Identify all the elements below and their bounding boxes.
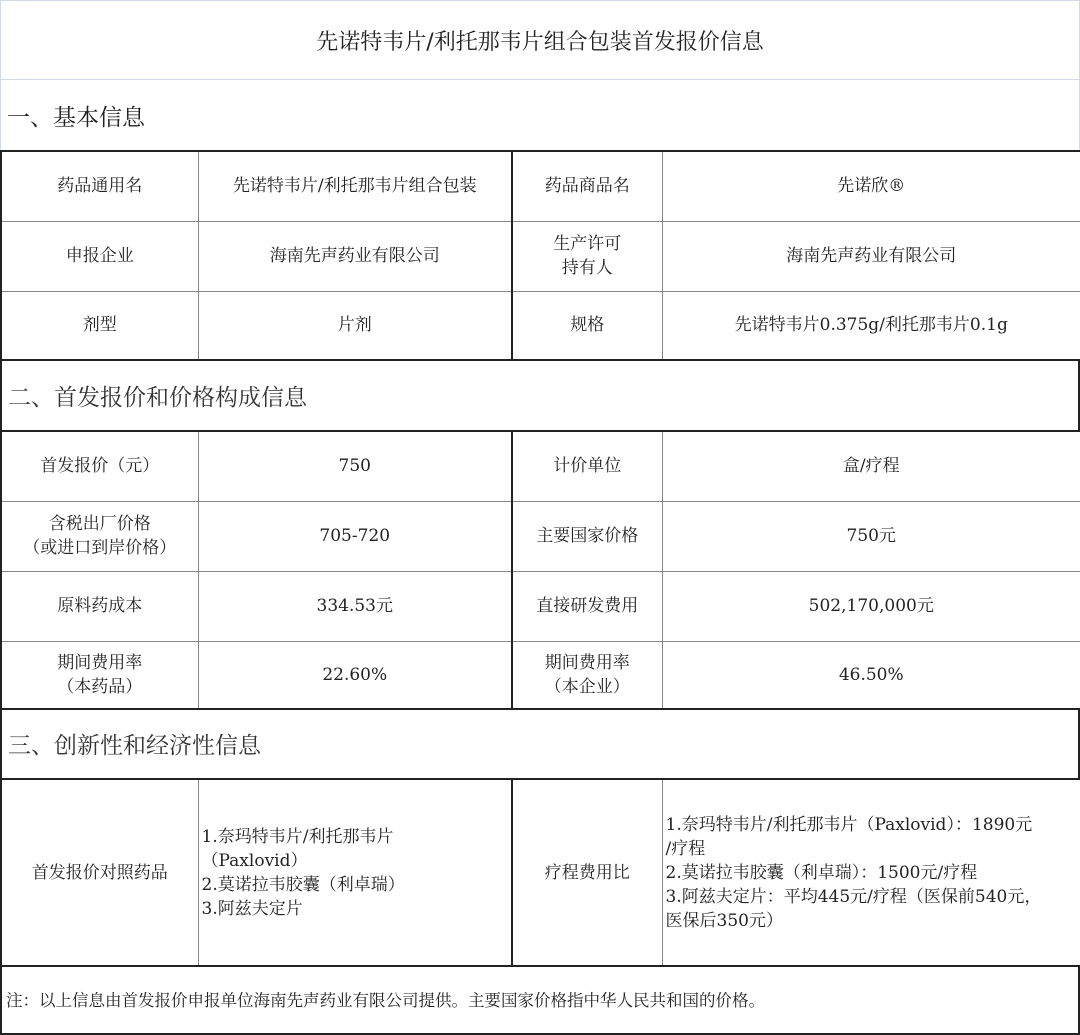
footnote: 注：以上信息由首发报价申报单位海南先声药业有限公司提供。主要国家价格指中华人民共和国的价格。 [0,965,1080,1035]
label-reference-drugs: 首发报价对照药品 [1,779,198,966]
table-row [1,501,1080,571]
section-heading-pricing: 二、首发报价和价格构成信息 [0,360,1080,430]
label-line: （本药品） [57,676,143,697]
label-ex-factory-price [1,501,198,571]
label-line: （或进口到岸价格） [23,538,177,558]
table-row [1,151,1080,221]
label-major-country-price: 主要国家价格 [512,501,662,571]
list-item: 2.莫诺拉韦胶囊（利卓瑞） [201,874,405,895]
table-row [1,641,1080,709]
value-pricing-unit: 盒/疗程 [662,431,1080,501]
table-row [1,221,1080,291]
table-row [1,571,1080,641]
label-license-holder [512,221,662,291]
value-dosage-form: 片剂 [198,291,512,360]
section-heading-basic-info: 一、基本信息 [0,80,1080,151]
value-expense-ratio-drug: 22.60% [198,641,512,709]
section-heading-innovation: 三、创新性和经济性信息 [0,708,1080,778]
label-line: 持有人 [561,258,613,278]
list-item: 1.奈玛特韦片/利托那韦片（Paxlovid）：1890元 [665,814,1033,835]
value-license-holder: 海南先声药业有限公司 [662,221,1080,291]
label-course-cost-ratio: 疗程费用比 [512,779,662,966]
value-specification: 先诺特韦片0.375g/利托那韦片0.1g [662,291,1080,360]
innovation-table [0,778,1080,967]
value-generic-name: 先诺特韦片/利托那韦片组合包装 [198,151,512,221]
label-rd-cost: 直接研发费用 [512,571,662,641]
value-major-country-price: 750元 [662,501,1080,571]
value-rd-cost: 502,170,000元 [662,571,1080,641]
label-applicant: 申报企业 [1,221,198,291]
label-generic-name: 药品通用名 [1,151,198,221]
label-dosage-form: 剂型 [1,291,198,360]
table-row [1,431,1080,501]
basic-info-table [0,150,1080,361]
value-api-cost: 334.53元 [198,571,512,641]
label-expense-ratio-drug [1,641,198,709]
label-line: （本企业） [544,676,630,697]
label-line: 期间费用率 [57,652,143,673]
value-ex-factory-price: 705-720 [198,501,512,571]
list-item: 3.阿兹夫定片 [201,898,303,919]
label-api-cost: 原料药成本 [1,571,198,641]
label-pricing-unit: 计价单位 [512,431,662,501]
label-line: 期间费用率 [544,652,630,673]
list-item: 医保后350元） [665,910,783,931]
table-row [1,291,1080,360]
value-launch-price: 750 [198,431,512,501]
pricing-table [0,430,1080,710]
value-reference-drugs [198,779,512,966]
label-launch-price: 首发报价（元） [1,431,198,501]
table-row [1,779,1080,966]
value-applicant: 海南先声药业有限公司 [198,221,512,291]
label-expense-ratio-company [512,641,662,709]
list-item: 3.阿兹夫定片：平均445元/疗程（医保前540元， [665,886,1042,907]
label-line: 含税出厂价格 [48,514,151,534]
list-item: 2.莫诺拉韦胶囊（利卓瑞）：1500元/疗程 [665,862,978,883]
list-item: 1.奈玛特韦片/利托那韦片 [201,826,394,847]
list-item: /疗程 [665,838,706,859]
label-brand-name: 药品商品名 [512,151,662,221]
value-course-cost-ratio [662,779,1080,966]
list-item: （Paxlovid） [201,850,308,871]
label-specification: 规格 [512,291,662,360]
value-expense-ratio-company: 46.50% [662,641,1080,709]
value-brand-name: 先诺欣® [662,151,1080,221]
page-title: 先诺特韦片/利托那韦片组合包装首发报价信息 [0,0,1080,80]
label-line: 生产许可 [553,234,622,254]
